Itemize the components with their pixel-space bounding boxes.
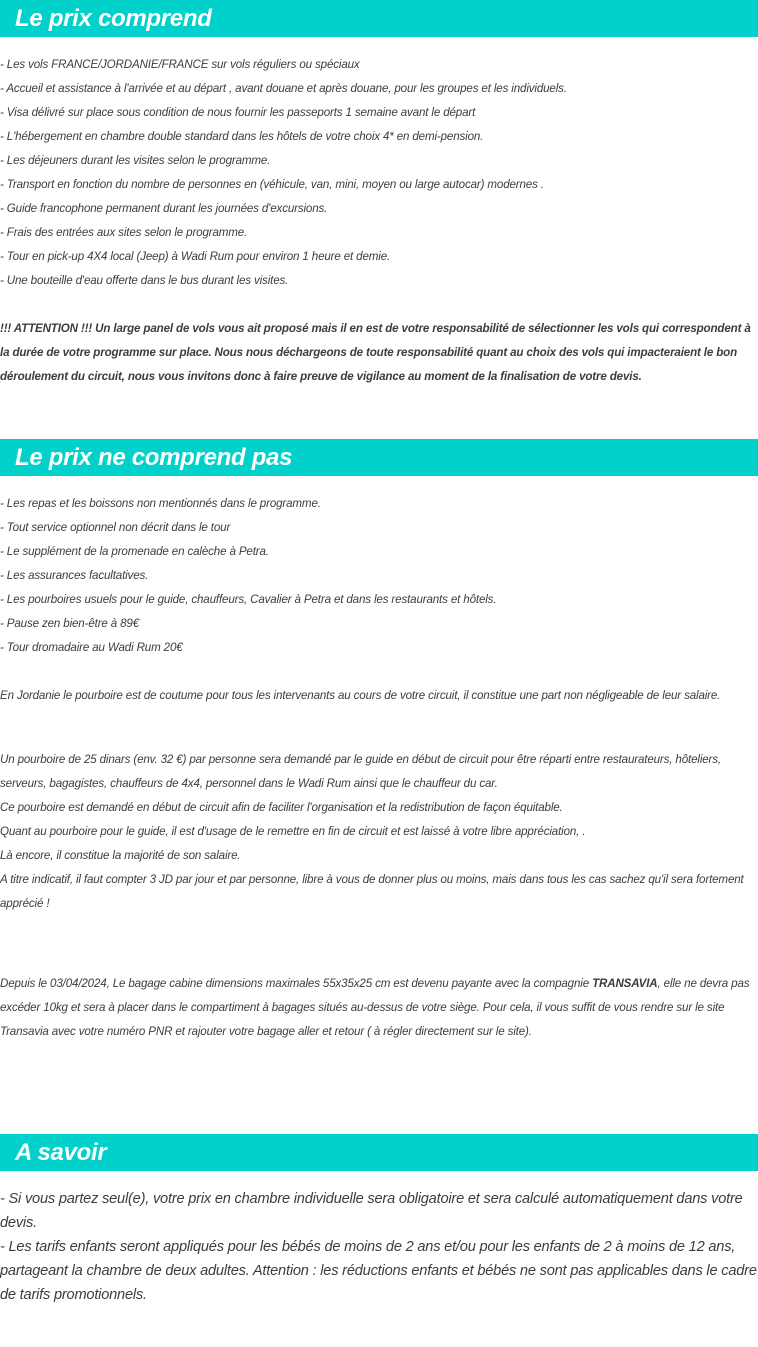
list-item: - Les repas et les boissons non mentionnés dans le programme.: [0, 497, 321, 510]
list-item: - Les déjeuners durant les visites selon le programme.: [0, 154, 271, 167]
list-item: - Les pourboires usuels pour le guide, chauffeurs, Cavalier à Petra et dans les restaurants et hôtels.: [0, 593, 497, 606]
flight-warning: !!! ATTENTION !!! Un large panel de vols vous ait proposé mais il en est de votre responsabilité de sélectionner les vols qui correspondent à la durée de votre programme sur place. Nous nous déchargeons de toute responsabilité quant au choix des vols qui impacteraient le bon déroulement du circuit, nous vous invitons donc à faire preuve de vigilance au moment de la finalisation de votre devis.: [0, 322, 751, 383]
section-title: Le prix comprend: [15, 5, 212, 32]
not-included-list: [0, 492, 758, 660]
list-item: - Visa délivré sur place sous condition de nous fournir les passeports 1 semaine avant le départ: [0, 106, 476, 119]
list-item: - Le supplément de la promenade en calèche à Petra.: [0, 545, 269, 558]
paragraph: Un pourboire de 25 dinars (env. 32 €) par personne sera demandé par le guide en début de circuit pour être réparti entre restaurateurs, hôteliers, serveurs, bagagistes, chauffeurs de 4x4, personnel dans le Wadi Rum ainsi que le chauffeur du car.: [0, 753, 721, 790]
paragraph: Ce pourboire est demandé en début de circuit afin de faciliter l'organisation et la redistribution de façon équitable.: [0, 801, 563, 814]
list-item: - Une bouteille d'eau offerte dans le bus durant les visites.: [0, 274, 289, 287]
list-item: - Frais des entrées aux sites selon le programme.: [0, 226, 248, 239]
list-item: - Tour en pick-up 4X4 local (Jeep) à Wadi Rum pour environ 1 heure et demie.: [0, 250, 391, 263]
list-item: - L'hébergement en chambre double standard dans les hôtels de votre choix 4* en demi-pension.: [0, 130, 484, 143]
tip-details: [0, 748, 758, 916]
baggage-notice: Depuis le 03/04/2024, Le bagage cabine dimensions maximales 55x35x25 cm est devenu payante avec la compagnie TRANSAVIA, elle ne devra pas excéder 10kg et sera à placer dans le compartiment à bagages situés au-dessus de votre siège. Pour cela, il vous suffit de vous rendre sur le site Transavia avec votre numéro PNR et rajouter votre bagage aller et retour ( à régler directement sur le site).: [0, 977, 750, 1038]
list-item: - Guide francophone permanent durant les journées d'excursions.: [0, 202, 328, 215]
list-item: - Les tarifs enfants seront appliqués pour les bébés de moins de 2 ans et/ou pour les enfants de 2 à moins de 12 ans, partageant la chambre de deux adultes. Attention : les réductions enfants et bébés ne sont pas applicables dans le cadre de tarifs promotionnels.: [0, 1239, 757, 1303]
list-item: - Transport en fonction du nombre de personnes en (véhicule, van, mini, moyen ou large autocar) modernes .: [0, 178, 544, 191]
paragraph: A titre indicatif, il faut compter 3 JD par jour et par personne, libre à vous de donner plus ou moins, mais dans tous les cas sachez qu'il sera fortement apprécié !: [0, 873, 744, 910]
section-header-good-to-know: [0, 1134, 758, 1171]
list-item: - Les assurances facultatives.: [0, 569, 149, 582]
paragraph: Là encore, il constitue la majorité de son salaire.: [0, 849, 241, 862]
section-title: A savoir: [15, 1139, 107, 1166]
good-to-know-list: [0, 1187, 758, 1307]
list-item: - Tout service optionnel non décrit dans le tour: [0, 521, 231, 534]
paragraph: Quant au pourboire pour le guide, il est d'usage de le remettre en fin de circuit et est laissé à votre libre appréciation, .: [0, 825, 586, 838]
list-item: - Les vols FRANCE/JORDANIE/FRANCE sur vols réguliers ou spéciaux: [0, 58, 360, 71]
section-header-included: [0, 0, 758, 37]
included-list: [0, 53, 758, 293]
list-item: - Tour dromadaire au Wadi Rum 20€: [0, 641, 183, 654]
airline-name: TRANSAVIA: [592, 977, 658, 990]
list-item: - Accueil et assistance à l'arrivée et au départ , avant douane et après douane, pour les groupes et les individuels.: [0, 82, 567, 95]
section-title: Le prix ne comprend pas: [15, 444, 293, 471]
section-header-not-included: [0, 439, 758, 476]
tip-intro: En Jordanie le pourboire est de coutume pour tous les intervenants au cours de votre circuit, il constitue une part non négligeable de leur salaire.: [0, 689, 721, 702]
list-item: - Pause zen bien-être à 89€: [0, 617, 140, 630]
list-item: - Si vous partez seul(e), votre prix en chambre individuelle sera obligatoire et sera calculé automatiquement dans votre devis.: [0, 1191, 743, 1231]
